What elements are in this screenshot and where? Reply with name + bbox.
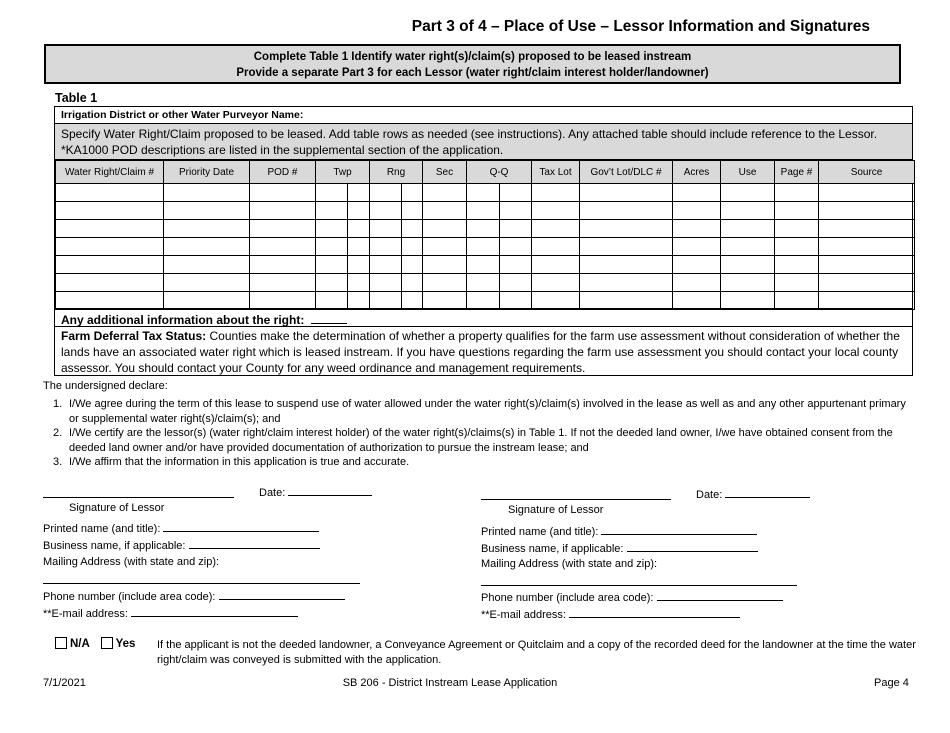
farm-deferral-paragraph	[55, 327, 912, 375]
table-cell[interactable]	[250, 202, 316, 220]
table-cell[interactable]	[500, 274, 532, 292]
table-cell[interactable]	[819, 292, 915, 310]
table-cell[interactable]	[316, 274, 348, 292]
right-phone-field	[481, 591, 783, 604]
table-cell[interactable]	[721, 202, 775, 220]
table-cell[interactable]	[500, 184, 532, 202]
table-cell[interactable]	[580, 202, 673, 220]
table-cell[interactable]	[580, 184, 673, 202]
left-date-label: Date:	[259, 487, 286, 499]
column-header-use: Use	[721, 161, 775, 184]
left-mailing-address-line[interactable]	[43, 583, 360, 584]
table-cell[interactable]	[532, 238, 580, 256]
table-cell[interactable]	[402, 202, 423, 220]
right-printed-name-label: Printed name (and title):	[481, 526, 599, 538]
table-cell[interactable]	[370, 256, 402, 274]
column-header-pod: POD #	[250, 161, 316, 184]
table-cell[interactable]	[721, 292, 775, 310]
table-cell[interactable]	[56, 238, 164, 256]
table-cell[interactable]	[370, 292, 402, 310]
table-cell[interactable]	[423, 292, 467, 310]
table-cell[interactable]	[673, 238, 721, 256]
right-email-input[interactable]	[569, 608, 740, 618]
left-phone-input[interactable]	[219, 590, 345, 600]
additional-info-row	[55, 308, 912, 327]
table-cell[interactable]	[348, 202, 370, 220]
table-cell[interactable]	[775, 256, 819, 274]
table-cell[interactable]	[673, 184, 721, 202]
right-phone-label: Phone number (include area code):	[481, 592, 654, 604]
table-cell[interactable]	[721, 220, 775, 238]
table-cell[interactable]	[348, 184, 370, 202]
table-cell[interactable]	[819, 274, 915, 292]
table-cell[interactable]	[467, 274, 500, 292]
table-cell[interactable]	[423, 238, 467, 256]
table-cell[interactable]	[250, 256, 316, 274]
table-cell[interactable]	[775, 202, 819, 220]
table-cell[interactable]	[370, 220, 402, 238]
right-business-name-label: Business name, if applicable:	[481, 543, 624, 555]
left-printed-name-label: Printed name (and title):	[43, 523, 161, 535]
table-cell[interactable]	[819, 220, 915, 238]
table-cell[interactable]	[423, 220, 467, 238]
table-cell[interactable]	[402, 220, 423, 238]
table-cell[interactable]	[580, 238, 673, 256]
left-signature-label: Signature of Lessor	[69, 502, 165, 514]
table-cell[interactable]	[348, 220, 370, 238]
left-business-name-label: Business name, if applicable:	[43, 540, 186, 552]
table-cell[interactable]	[56, 274, 164, 292]
table-cell[interactable]	[348, 292, 370, 310]
column-header-priority-date: Priority Date	[164, 161, 250, 184]
table-cell[interactable]	[348, 274, 370, 292]
left-business-name-field	[43, 539, 320, 552]
additional-info-field[interactable]	[311, 312, 347, 324]
table-cell[interactable]	[500, 220, 532, 238]
water-rights-table	[55, 160, 915, 310]
declaration-text: I/We agree during the term of this lease to suspend use of water allowed under the water right(s)/claim(s) involved in the lease as well as and any other appurtenant primary or supplemental water right(s)/claim(s); and	[69, 398, 906, 425]
right-date-field	[696, 488, 810, 501]
right-mailing-address-label: Mailing Address (with state and zip):	[481, 558, 658, 570]
table-cell[interactable]	[423, 274, 467, 292]
table-cell[interactable]	[819, 256, 915, 274]
table-cell[interactable]	[467, 292, 500, 310]
left-date-input[interactable]	[288, 486, 372, 496]
right-email-label: **E-mail address:	[481, 609, 566, 621]
column-header-tax-lot: Tax Lot	[532, 161, 580, 184]
left-mailing-address-label: Mailing Address (with state and zip):	[43, 556, 220, 568]
table-cell[interactable]	[775, 184, 819, 202]
table-cell[interactable]	[250, 238, 316, 256]
column-header-sec: Sec	[423, 161, 467, 184]
table-cell[interactable]	[673, 202, 721, 220]
table-cell[interactable]	[56, 202, 164, 220]
left-email-label: **E-mail address:	[43, 608, 128, 620]
table-cell[interactable]	[580, 220, 673, 238]
column-header-govt-lot: Gov’t Lot/DLC #	[580, 161, 673, 184]
column-header-rng: Rng	[370, 161, 423, 184]
right-mailing-address-line[interactable]	[481, 585, 797, 586]
table-cell[interactable]	[56, 220, 164, 238]
column-header-qq: Q-Q	[467, 161, 532, 184]
farm-deferral-text: Counties make the determination of whether a property qualifies for the farm use assessment without consideration of whether the lands have an associated water right which is leased instream. If you have questions regarding the farm use assessment you should contact your local county assessor. You should contact your County for any weed ordinance and management requirements.	[61, 329, 900, 375]
column-header-page: Page #	[775, 161, 819, 184]
table-cell[interactable]	[316, 184, 348, 202]
table-cell[interactable]	[164, 274, 250, 292]
instructions-box	[44, 44, 901, 84]
table-cell[interactable]	[250, 184, 316, 202]
table-cell[interactable]	[56, 292, 164, 310]
table-cell[interactable]	[370, 274, 402, 292]
table-cell[interactable]	[316, 238, 348, 256]
left-business-name-input[interactable]	[189, 539, 320, 549]
table-cell[interactable]	[348, 238, 370, 256]
instructions-line-1: Complete Table 1 Identify water right(s)/claim(s) proposed to be leased instream	[253, 51, 692, 63]
declaration-intro: The undersigned declare:	[43, 380, 168, 392]
table-cell[interactable]	[164, 202, 250, 220]
table-cell[interactable]	[370, 184, 402, 202]
column-header-water-right: Water Right/Claim #	[56, 161, 164, 184]
column-header-source: Source	[819, 161, 915, 184]
table-cell[interactable]	[402, 184, 423, 202]
na-checkbox[interactable]	[55, 637, 67, 649]
table-cell[interactable]	[316, 292, 348, 310]
table-cell[interactable]	[580, 256, 673, 274]
table-cell[interactable]	[402, 292, 423, 310]
table-cell[interactable]	[423, 184, 467, 202]
right-business-name-input[interactable]	[627, 542, 758, 552]
table-row	[56, 292, 915, 310]
column-header-acres: Acres	[673, 161, 721, 184]
table-cell[interactable]	[500, 256, 532, 274]
table-cell[interactable]	[532, 256, 580, 274]
pod-note: *KA1000 POD descriptions are listed in the supplemental section of the application.	[61, 143, 504, 157]
table-cell[interactable]	[673, 274, 721, 292]
table-body	[56, 184, 915, 310]
table-cell[interactable]	[467, 184, 500, 202]
na-yes-checkboxes	[55, 637, 135, 650]
table-cell[interactable]	[467, 238, 500, 256]
table-cell[interactable]	[250, 292, 316, 310]
table-cell[interactable]	[316, 220, 348, 238]
right-email-field	[481, 608, 740, 621]
table-cell[interactable]	[775, 274, 819, 292]
table-cell[interactable]	[500, 292, 532, 310]
table-cell[interactable]	[467, 256, 500, 274]
right-signature-label: Signature of Lessor	[508, 504, 604, 516]
table-cell[interactable]	[164, 184, 250, 202]
footer-page-number: Page 4	[874, 677, 909, 689]
table-cell[interactable]	[580, 274, 673, 292]
table-row	[56, 274, 915, 292]
declaration-list	[53, 397, 908, 470]
farm-deferral-label: Farm Deferral Tax Status:	[61, 329, 207, 343]
table-cell[interactable]	[56, 256, 164, 274]
table-cell[interactable]	[164, 238, 250, 256]
table-row	[56, 220, 915, 238]
table-cell[interactable]	[580, 292, 673, 310]
table-cell[interactable]	[402, 274, 423, 292]
table-cell[interactable]	[348, 256, 370, 274]
left-email-input[interactable]	[131, 607, 298, 617]
table-row	[56, 184, 915, 202]
footer-date: 7/1/2021	[43, 677, 86, 689]
table-cell[interactable]	[423, 256, 467, 274]
left-phone-field	[43, 590, 345, 603]
table-cell[interactable]	[673, 220, 721, 238]
table-cell[interactable]	[819, 184, 915, 202]
table-cell[interactable]	[500, 202, 532, 220]
additional-info-label: Any additional information about the right:	[61, 313, 305, 327]
table-cell[interactable]	[500, 238, 532, 256]
irrigation-district-field[interactable]: Irrigation District or other Water Purveyor Name:	[55, 107, 912, 124]
left-printed-name-input[interactable]	[163, 522, 319, 532]
table-row	[56, 256, 915, 274]
table-cell[interactable]	[164, 256, 250, 274]
table-cell[interactable]	[721, 238, 775, 256]
table-cell[interactable]	[402, 238, 423, 256]
left-phone-label: Phone number (include area code):	[43, 591, 216, 603]
left-signature-line[interactable]	[43, 497, 234, 498]
left-printed-name-field	[43, 522, 319, 535]
conveyance-notice: If the applicant is not the deeded landowner, a Conveyance Agreement or Quitclaim and a copy of the recorded deed for the landowner at the time the water right/claim was conveyed is submitted with the application.	[157, 639, 916, 666]
declaration-item: 2. I/We certify are the lessor(s) (water right/claim interest holder) of the water right(s)/claims(s) in Table 1. If not the deeded land owner, I/we have obtained consent from the deeded land owner and/or have provided documentation of authorization to pursue the instream lease; and	[53, 426, 908, 455]
table-cell[interactable]	[673, 292, 721, 310]
table-cell[interactable]	[819, 238, 915, 256]
table-row	[56, 202, 915, 220]
table-1-label: Table 1	[55, 91, 98, 105]
yes-checkbox[interactable]	[101, 637, 113, 649]
table-cell[interactable]	[721, 256, 775, 274]
table-cell[interactable]	[370, 202, 402, 220]
table-cell[interactable]	[250, 274, 316, 292]
right-date-label: Date:	[696, 489, 723, 501]
table-cell[interactable]	[316, 256, 348, 274]
table-cell[interactable]	[721, 274, 775, 292]
table-cell[interactable]	[370, 238, 402, 256]
table-cell[interactable]	[532, 202, 580, 220]
table-cell[interactable]	[721, 184, 775, 202]
table-cell[interactable]	[56, 184, 164, 202]
declaration-item: 1. I/We agree during the term of this lease to suspend use of water allowed under the water right(s)/claim(s) involved in the lease as well as and any other appurtenant primary or supplemental water right(s)/claim(s); and	[53, 397, 908, 426]
right-phone-input[interactable]	[657, 591, 783, 601]
na-label: N/A	[70, 638, 90, 650]
declaration-item: 3. I/We affirm that the information in this application is true and accurate.	[53, 456, 410, 468]
table-cell[interactable]	[164, 220, 250, 238]
column-header-twp: Twp	[316, 161, 370, 184]
left-email-field	[43, 607, 298, 620]
table-cell[interactable]	[775, 238, 819, 256]
yes-label: Yes	[115, 638, 136, 650]
table-cell[interactable]	[775, 292, 819, 310]
right-printed-name-input[interactable]	[601, 525, 757, 535]
specify-text: Specify Water Right/Claim proposed to be leased. Add table rows as needed (see instructions). Any attached table should include reference to the Lessor.	[61, 127, 878, 141]
specify-instructions	[55, 124, 912, 160]
page-title: Part 3 of 4 – Place of Use – Lessor Information and Signatures	[411, 18, 870, 35]
right-signature-line[interactable]	[481, 499, 671, 500]
table-header-row	[56, 161, 915, 184]
table-cell[interactable]	[423, 202, 467, 220]
instructions-line-2: Provide a separate Part 3 for each Lessor (water right/claim interest holder/landowner)	[236, 67, 709, 79]
table-cell[interactable]	[673, 256, 721, 274]
table-cell[interactable]	[532, 292, 580, 310]
right-printed-name-field	[481, 525, 757, 538]
right-date-input[interactable]	[725, 488, 810, 498]
table-cell[interactable]	[532, 274, 580, 292]
left-date-field	[259, 486, 372, 499]
table-cell[interactable]	[819, 202, 915, 220]
table-cell[interactable]	[250, 220, 316, 238]
table-cell[interactable]	[532, 184, 580, 202]
table-cell[interactable]	[775, 220, 819, 238]
declaration-text: I/We affirm that the information in this application is true and accurate.	[69, 456, 410, 468]
declaration-text: I/We certify are the lessor(s) (water right/claim interest holder) of the water right(s)/claims(s) in Table 1. If not the deeded land owner, I/we have obtained consent from the deeded land owner and/or have provided documentation of authorization to pursue the instream lease; and	[69, 427, 893, 454]
right-business-name-field	[481, 542, 758, 555]
table-cell[interactable]	[164, 292, 250, 310]
table-cell[interactable]	[467, 220, 500, 238]
table-cell[interactable]	[402, 256, 423, 274]
table-cell[interactable]	[316, 202, 348, 220]
footer-form-name: SB 206 - District Instream Lease Application	[342, 677, 558, 689]
table-cell[interactable]	[467, 202, 500, 220]
table-cell[interactable]	[532, 220, 580, 238]
table-row	[56, 238, 915, 256]
